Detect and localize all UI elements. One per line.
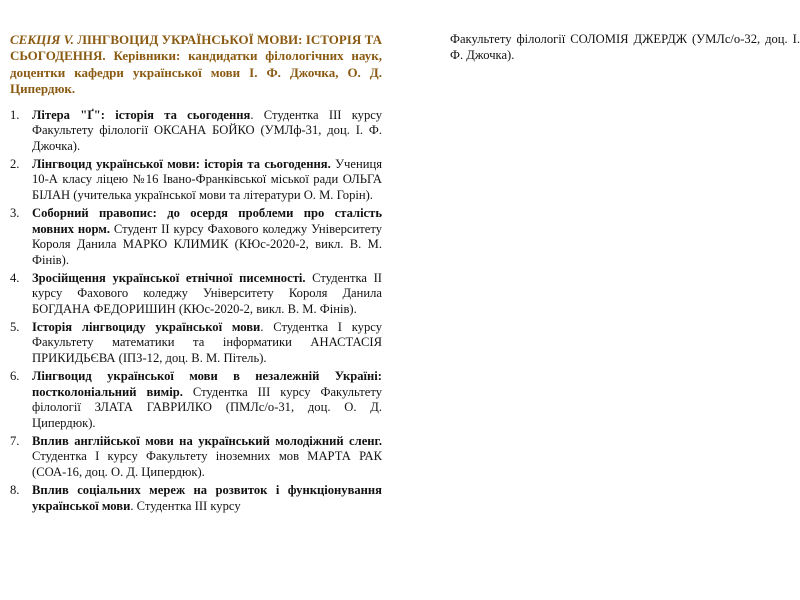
item-number: 6. — [10, 368, 20, 383]
item-title: Історія лінгвоциду української мови — [32, 319, 261, 334]
list-item — [10, 271, 382, 318]
left-column — [10, 32, 382, 516]
presentation-list — [10, 108, 382, 515]
item-title: Вплив англійської мови на український молодіжний сленг. — [32, 433, 382, 448]
item-title: Лінгвоцид української мови в незалежній Україні: постколоніальний вимір. — [32, 368, 382, 399]
item-number: 2. — [10, 156, 20, 171]
item-details: Студентка І курсу Факультету іноземних мов МАРТА РАК (СОА-16, доц. О. Д. Ципердюк). — [32, 449, 382, 480]
item-title: Зросійщення української етнічної писемності. — [32, 270, 306, 285]
item-details: Учениця 10-А класу ліцею №16 Івано-Франківської міської ради ОЛЬГА БІЛАН (учителька української мови та літератури О. М. Горін). — [32, 156, 382, 203]
item-details: Студентка ІІ курсу Фахового коледжу Університету Короля Данила БОГДАНА ФЕДОРИШИН (КЮс-2020-2, викл. В. М. Фінів). — [32, 270, 382, 317]
right-column — [450, 32, 800, 63]
section-label: СЕКЦІЯ V. — [10, 32, 74, 47]
section-title: ЛІНГВОЦИД УКРАЇНСЬКОЇ МОВИ: ІСТОРІЯ ТА СЬОГОДЕННЯ. — [10, 32, 382, 64]
item-details: . Студентка ІІІ курсу — [130, 498, 241, 513]
item-title: Вплив соціальних мереж на розвиток і функціонування української мови — [32, 482, 382, 513]
item-details: . Студентка ІІІ курсу Факультету філології ОКСАНА БОЙКО (УМЛф-31, доц. І. Ф. Джочка). — [32, 107, 383, 154]
list-item — [10, 369, 382, 432]
item-number: 5. — [10, 319, 20, 334]
item-continuation: Факультету філології СОЛОМІЯ ДЖЕРДЖ (УМЛс/о-32, доц. І. Ф. Джочка). — [450, 32, 800, 62]
item-number: 4. — [10, 270, 20, 285]
list-item — [10, 206, 382, 269]
list-item — [10, 157, 382, 204]
item-title: Соборний правопис: до осердя проблеми про сталість мовних норм. — [32, 205, 382, 236]
item-number: 3. — [10, 205, 20, 220]
item-number: 1. — [10, 107, 20, 122]
item-title: Літера "Ґ": історія та сьогодення — [32, 107, 251, 122]
list-item — [10, 320, 382, 367]
item-details: Студент ІІ курсу Фахового коледжу Університету Короля Данила МАРКО КЛИМИК (КЮс-2020-2, викл. В. М. Фінів). — [32, 221, 382, 267]
item-number: 8. — [10, 482, 20, 497]
section-heading — [10, 32, 382, 98]
section-leaders: Керівники: кандидатки філологічних наук, доцентки кафедри української мови І. Ф. Джочка, О. Д. Ципердюк. — [10, 48, 383, 97]
list-item — [10, 108, 382, 155]
item-title: Лінгвоцид української мови: історія та сьогодення. — [32, 156, 331, 171]
item-details: Студентка ІІІ курсу Факультету філології ЗЛАТА ГАВРИЛКО (ПМЛс/о-31, доц. О. Д. Ципердюк). — [32, 384, 382, 430]
list-item — [10, 483, 382, 514]
list-item — [10, 434, 382, 481]
item-details: . Студентка І курсу Факультету математики та інформатики АНАСТАСІЯ ПРИКИДЬЄВА (ІПЗ-12, доц. В. М. Пітель). — [32, 319, 382, 366]
item-number: 7. — [10, 433, 20, 448]
